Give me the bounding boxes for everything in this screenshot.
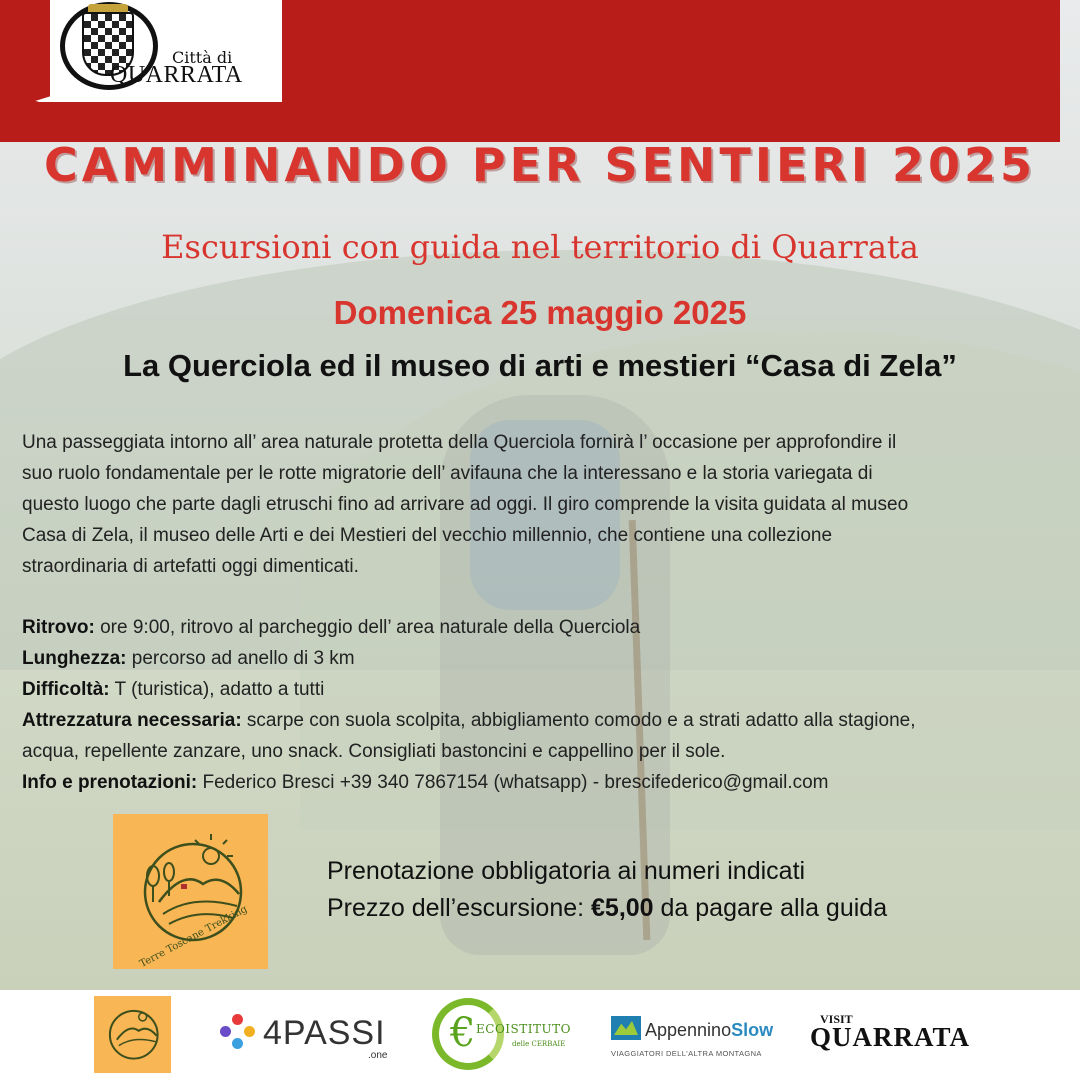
logo-dot	[244, 1026, 255, 1037]
eco-text: ECOISTITUTO	[476, 1022, 571, 1036]
footer-trekking-logo	[94, 996, 171, 1073]
detail-value: percorso ad anello di 3 km	[126, 648, 355, 669]
price-suffix: da pagare alla guida	[653, 894, 888, 922]
passi-text: 4PASSI	[263, 1014, 386, 1052]
footer-ecoistituto-logo	[432, 998, 592, 1074]
eco-e-icon: €	[450, 1010, 476, 1056]
price-prefix: Prezzo dell’escursione:	[327, 894, 592, 922]
trekking-logo-icon	[94, 996, 171, 1073]
eco-sub: delle CERBAIE	[512, 1040, 566, 1048]
footer-appennino-logo	[611, 1014, 781, 1064]
description-line: questo luogo che parte dagli etruschi fino ad arrivare ad oggi. Il giro comprende la visita guidata al museo	[22, 494, 909, 515]
detail-value: scarpe con suola scolpita, abbigliamento comodo e a strati adatto alla stagione,	[241, 710, 916, 731]
logo-dot	[220, 1026, 231, 1037]
visit-small: VISIT	[820, 1012, 853, 1026]
detail-label: Difficoltà:	[22, 679, 110, 700]
detail-attrezzatura	[22, 705, 1072, 736]
visit-big: QUARRATA	[810, 1022, 970, 1052]
description-line: Una passeggiata intorno all’ area naturale protetta della Querciola fornirà l’ occasione per approfondire il	[22, 432, 897, 453]
detail-attrezzatura-cont: acqua, repellente zanzare, uno snack. Consigliati bastoncini e cappellino per il sole.	[22, 741, 726, 762]
logo-dot	[232, 1038, 243, 1049]
booking-info	[327, 853, 887, 927]
page-title: CAMMINANDO PER SENTIERI 2025	[43, 138, 1037, 192]
appennino-sub: VIAGGIATORI DELL'ALTRA MONTAGNA	[611, 1049, 762, 1058]
footer-4passi-logo	[218, 1008, 398, 1061]
detail-difficolta	[22, 674, 1072, 705]
detail-value: T (turistica), adatto a tutti	[109, 679, 325, 700]
detail-label: Info e prenotazioni:	[22, 772, 198, 793]
detail-ritrovo	[22, 612, 1072, 643]
trekking-badge	[113, 814, 268, 969]
banner-tab	[0, 0, 50, 112]
passi-sub: .one	[368, 1050, 388, 1061]
detail-value: Federico Bresci +39 340 7867154 (whatsapp) - brescifederico@gmail.com	[197, 772, 829, 793]
appennino-text: AppenninoSlow	[645, 1020, 774, 1040]
logo-dot	[232, 1014, 243, 1025]
detail-value: ore 9:00, ritrovo al parcheggio dell’ area naturale della Querciola	[94, 617, 641, 638]
event-title: La Querciola ed il museo di arti e mestieri “Casa di Zela”	[123, 348, 957, 383]
booking-required: Prenotazione obbligatoria ai numeri indicati	[327, 857, 806, 885]
description-line: suo ruolo fondamentale per le rotte migratorie dell’ avifauna che la interessano e la storia variegata di	[22, 463, 873, 484]
detail-lunghezza	[22, 643, 1072, 674]
logo-city-small: Città di	[172, 48, 233, 67]
detail-label: Lunghezza:	[22, 648, 127, 669]
description-line: Casa di Zela, il museo delle Arti e dei Mestieri del vecchio millennio, che contiene una collezione	[22, 525, 833, 546]
booking-price	[327, 890, 887, 927]
event-description	[22, 427, 1062, 582]
detail-label: Ritrovo:	[22, 617, 95, 638]
description-line: straordinaria di artefatti oggi dimenticati.	[22, 556, 359, 577]
mountain-icon	[611, 1016, 641, 1040]
detail-label: Attrezzatura necessaria:	[22, 710, 242, 731]
badge-text: Terre Toscane Trekking	[137, 903, 250, 970]
detail-info	[22, 767, 1072, 798]
price-value: €5,00	[591, 894, 654, 922]
event-date: Domenica 25 maggio 2025	[333, 294, 747, 331]
logo-city-name: QUARRATA	[110, 62, 243, 88]
event-details	[22, 612, 1072, 798]
trekking-logo-icon	[113, 814, 268, 969]
footer-visit-quarrata-logo	[810, 1010, 990, 1060]
page-subtitle: Escursioni con guida nel territorio di Quarrata	[161, 228, 919, 266]
sponsors-footer	[0, 990, 1080, 1080]
